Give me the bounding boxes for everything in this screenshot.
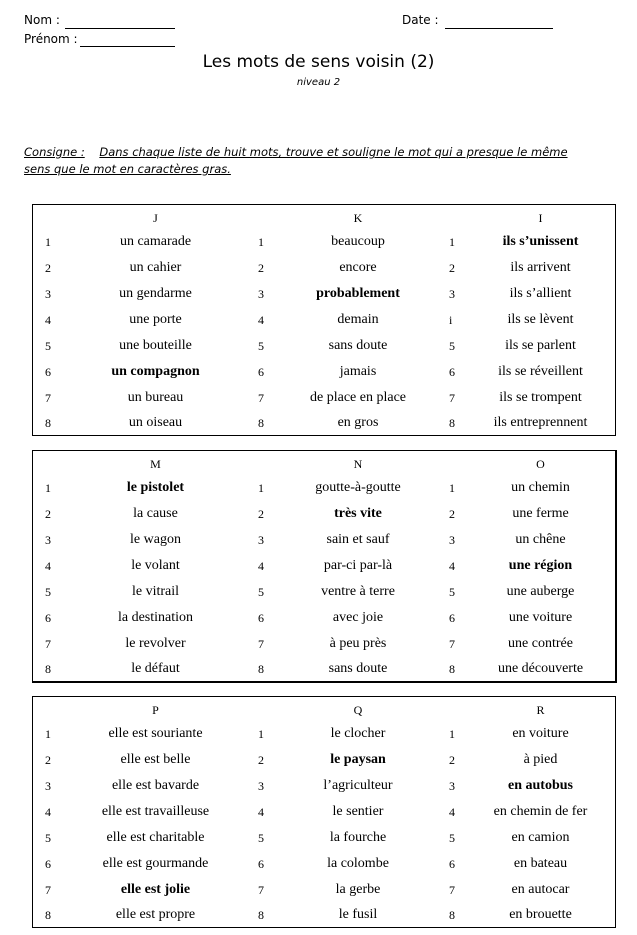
- item-number: 7: [258, 883, 264, 897]
- item-number: 7: [45, 637, 51, 651]
- item-number: 3: [45, 533, 51, 547]
- word-table-2: [32, 450, 617, 683]
- word-option[interactable]: à peu près: [329, 636, 387, 651]
- word-option[interactable]: le wagon: [130, 532, 181, 547]
- table-row: [33, 902, 615, 928]
- item-number: 5: [45, 339, 51, 353]
- item-number: 3: [449, 533, 455, 547]
- column-header: I: [538, 211, 543, 225]
- word-option[interactable]: une porte: [129, 312, 182, 327]
- item-number: 8: [45, 908, 51, 922]
- word-option[interactable]: jamais: [339, 364, 377, 379]
- word-option[interactable]: demain: [337, 312, 379, 327]
- item-number: 5: [45, 831, 51, 845]
- word-option[interactable]: ils se parlent: [505, 338, 576, 353]
- word-option[interactable]: un bureau: [127, 390, 184, 405]
- column-header: K: [353, 211, 363, 225]
- item-number: 8: [45, 416, 51, 430]
- word-option[interactable]: en camion: [511, 830, 570, 845]
- target-word[interactable]: le paysan: [330, 752, 386, 767]
- date-label: Date :: [402, 13, 439, 27]
- word-option[interactable]: avec joie: [332, 610, 384, 625]
- item-number: 2: [449, 507, 455, 521]
- prenom-field[interactable]: [24, 32, 78, 46]
- word-option[interactable]: une bouteille: [119, 338, 192, 353]
- item-number: 5: [45, 585, 51, 599]
- table-row: [33, 799, 615, 825]
- item-number: 3: [45, 779, 51, 793]
- consigne-text-1: Dans chaque liste de huit mots, trouve et souligne le mot qui a presque le même: [99, 145, 568, 159]
- item-number: 6: [45, 857, 51, 871]
- word-option[interactable]: l’agriculteur: [323, 778, 393, 793]
- item-number: 7: [449, 391, 455, 405]
- item-number: 1: [449, 481, 455, 495]
- word-option[interactable]: le sentier: [332, 804, 384, 819]
- word-option[interactable]: en autocar: [511, 882, 570, 897]
- column-header: R: [536, 703, 545, 717]
- item-number: 4: [45, 559, 51, 573]
- target-word[interactable]: très vite: [334, 506, 382, 521]
- prenom-label: Prénom :: [24, 32, 78, 46]
- word-option[interactable]: le clocher: [330, 726, 386, 741]
- item-number: 8: [258, 416, 264, 430]
- word-option[interactable]: à pied: [523, 752, 558, 767]
- table-row: [33, 333, 615, 359]
- word-option[interactable]: un cahier: [129, 260, 182, 275]
- table-row: [33, 656, 615, 682]
- consigne-text-2: sens que le mot en caractères gras.: [24, 162, 231, 176]
- item-number: 1: [449, 727, 455, 741]
- word-option[interactable]: un gendarme: [119, 286, 192, 301]
- item-number: 2: [258, 507, 264, 521]
- item-number: 8: [449, 662, 455, 676]
- item-number: 2: [45, 753, 51, 767]
- table-row: [33, 825, 615, 851]
- item-number: 2: [45, 261, 51, 275]
- word-option[interactable]: beaucoup: [331, 234, 385, 249]
- table-row: [33, 877, 615, 903]
- word-option[interactable]: une voiture: [508, 610, 573, 625]
- word-option[interactable]: sain et sauf: [326, 532, 390, 547]
- table-row: [33, 773, 615, 799]
- item-number: 3: [449, 779, 455, 793]
- item-number: 5: [258, 339, 264, 353]
- target-word[interactable]: en autobus: [508, 778, 573, 793]
- table-row: [33, 281, 615, 307]
- item-number: 5: [258, 831, 264, 845]
- word-option[interactable]: ventre à terre: [321, 584, 395, 599]
- word-option[interactable]: le fusil: [338, 907, 378, 922]
- item-number: 2: [449, 261, 455, 275]
- item-number: 3: [258, 533, 264, 547]
- item-number: 2: [45, 507, 51, 521]
- word-option[interactable]: le revolver: [125, 636, 186, 651]
- item-number: 6: [45, 611, 51, 625]
- item-number: 8: [258, 662, 264, 676]
- item-number: 2: [449, 753, 455, 767]
- table-row: [33, 851, 615, 877]
- column-header: Q: [353, 703, 363, 717]
- table-header: [33, 205, 615, 231]
- table-row: [33, 229, 615, 255]
- target-word[interactable]: elle est jolie: [120, 882, 191, 897]
- item-number: 5: [449, 339, 455, 353]
- table-row: [33, 527, 615, 553]
- column-header: M: [150, 457, 161, 471]
- table-row: [33, 385, 615, 411]
- item-number: 8: [45, 662, 51, 676]
- item-number: 7: [258, 637, 264, 651]
- word-option[interactable]: ils arrivent: [510, 260, 571, 275]
- item-number: 4: [45, 805, 51, 819]
- item-number: 7: [45, 883, 51, 897]
- word-option[interactable]: goutte-à-goutte: [315, 480, 401, 495]
- item-number: 6: [45, 365, 51, 379]
- word-option[interactable]: ils se lèvent: [507, 312, 574, 327]
- word-option[interactable]: un chemin: [511, 480, 570, 495]
- item-number: 4: [45, 313, 51, 327]
- item-number: 4: [258, 313, 264, 327]
- word-option[interactable]: elle est belle: [120, 752, 191, 767]
- item-number: 6: [258, 365, 264, 379]
- target-word[interactable]: une région: [508, 558, 573, 573]
- item-number: 3: [258, 287, 264, 301]
- nom-label: Nom :: [24, 13, 60, 27]
- item-number: 5: [258, 585, 264, 599]
- word-option[interactable]: elle est bavarde: [111, 778, 200, 793]
- nom-field[interactable]: [24, 13, 60, 27]
- word-option[interactable]: ils s’allient: [509, 286, 572, 301]
- column-header: O: [536, 457, 545, 471]
- item-number: 5: [449, 831, 455, 845]
- item-number: 3: [258, 779, 264, 793]
- word-option[interactable]: elle est travailleuse: [101, 804, 210, 819]
- word-option[interactable]: une ferme: [512, 506, 569, 521]
- word-table-1: [32, 204, 616, 436]
- word-option[interactable]: elle est propre: [115, 907, 196, 922]
- word-option[interactable]: le vitrail: [131, 584, 180, 599]
- word-option[interactable]: une contrée: [508, 636, 573, 651]
- table-row: [33, 475, 615, 501]
- word-option[interactable]: une découverte: [497, 661, 584, 676]
- item-number: 6: [449, 857, 455, 871]
- word-option[interactable]: en voiture: [512, 726, 569, 741]
- table-row: [33, 410, 615, 436]
- instructions: [24, 144, 614, 178]
- word-option[interactable]: encore: [339, 260, 377, 275]
- word-option[interactable]: un chêne: [515, 532, 566, 547]
- item-number: 3: [45, 287, 51, 301]
- item-number: 6: [258, 611, 264, 625]
- item-number: 1: [45, 481, 51, 495]
- item-number: 4: [258, 805, 264, 819]
- word-option[interactable]: la destination: [117, 610, 194, 625]
- column-header: J: [153, 211, 158, 225]
- item-number: 1: [449, 235, 455, 249]
- item-number: 1: [258, 235, 264, 249]
- item-number: 7: [449, 637, 455, 651]
- table-row: [33, 721, 615, 747]
- word-option[interactable]: la cause: [133, 506, 178, 521]
- word-option[interactable]: en brouette: [509, 907, 572, 922]
- word-option[interactable]: ils entreprennent: [493, 415, 588, 430]
- word-option[interactable]: en chemin de fer: [493, 804, 588, 819]
- word-option[interactable]: la fourche: [329, 830, 387, 845]
- word-option[interactable]: elle est gourmande: [102, 856, 209, 871]
- word-option[interactable]: en bateau: [513, 856, 568, 871]
- item-number: 4: [258, 559, 264, 573]
- item-number: 2: [258, 261, 264, 275]
- word-option[interactable]: sans doute: [328, 661, 388, 676]
- column-header: P: [152, 703, 159, 717]
- item-number: 2: [258, 753, 264, 767]
- date-field[interactable]: [402, 13, 439, 27]
- word-option[interactable]: sans doute: [328, 338, 388, 353]
- item-number: 4: [449, 805, 455, 819]
- table-row: [33, 747, 615, 773]
- item-number: 7: [258, 391, 264, 405]
- target-word[interactable]: ils s’unissent: [502, 234, 579, 249]
- item-number: 8: [449, 416, 455, 430]
- table-header: [33, 451, 615, 477]
- word-option[interactable]: ils se trompent: [499, 390, 582, 405]
- table-row: [33, 579, 615, 605]
- word-option[interactable]: le défaut: [131, 661, 180, 676]
- word-option[interactable]: elle est charitable: [106, 830, 205, 845]
- item-number: 8: [449, 908, 455, 922]
- item-number: 1: [45, 235, 51, 249]
- word-option[interactable]: le volant: [131, 558, 180, 573]
- word-option[interactable]: de place en place: [310, 390, 406, 405]
- word-option[interactable]: un camarade: [119, 234, 192, 249]
- item-number: i: [449, 313, 453, 327]
- item-number: 1: [45, 727, 51, 741]
- table-row: [33, 553, 615, 579]
- word-option[interactable]: une auberge: [506, 584, 575, 599]
- page-subtitle: niveau 2: [296, 77, 341, 88]
- word-option[interactable]: ils se réveillent: [498, 364, 583, 379]
- table-row: [33, 631, 615, 657]
- item-number: 6: [449, 365, 455, 379]
- item-number: 6: [258, 857, 264, 871]
- item-number: 4: [449, 559, 455, 573]
- word-option[interactable]: par-ci par-là: [323, 558, 393, 573]
- word-option[interactable]: la gerbe: [335, 882, 381, 897]
- word-option[interactable]: en gros: [337, 415, 379, 430]
- item-number: 3: [449, 287, 455, 301]
- item-number: 8: [258, 908, 264, 922]
- target-word[interactable]: le pistolet: [126, 480, 185, 495]
- target-word[interactable]: un compagnon: [111, 364, 200, 379]
- consigne-label: Consigne :: [24, 145, 85, 159]
- word-option[interactable]: elle est souriante: [108, 726, 203, 741]
- word-option[interactable]: la colombe: [327, 856, 389, 871]
- table-header: [33, 697, 615, 723]
- table-row: [33, 307, 615, 333]
- item-number: 7: [449, 883, 455, 897]
- table-row: [33, 255, 615, 281]
- item-number: 5: [449, 585, 455, 599]
- table-row: [33, 501, 615, 527]
- item-number: 7: [45, 391, 51, 405]
- table-row: [33, 359, 615, 385]
- item-number: 6: [449, 611, 455, 625]
- column-header: N: [353, 457, 363, 471]
- word-table-3: [32, 696, 616, 928]
- word-option[interactable]: un oiseau: [128, 415, 183, 430]
- table-row: [33, 605, 615, 631]
- target-word[interactable]: probablement: [316, 286, 400, 301]
- item-number: 1: [258, 727, 264, 741]
- page-title: Les mots de sens voisin (2): [202, 52, 435, 72]
- item-number: 1: [258, 481, 264, 495]
